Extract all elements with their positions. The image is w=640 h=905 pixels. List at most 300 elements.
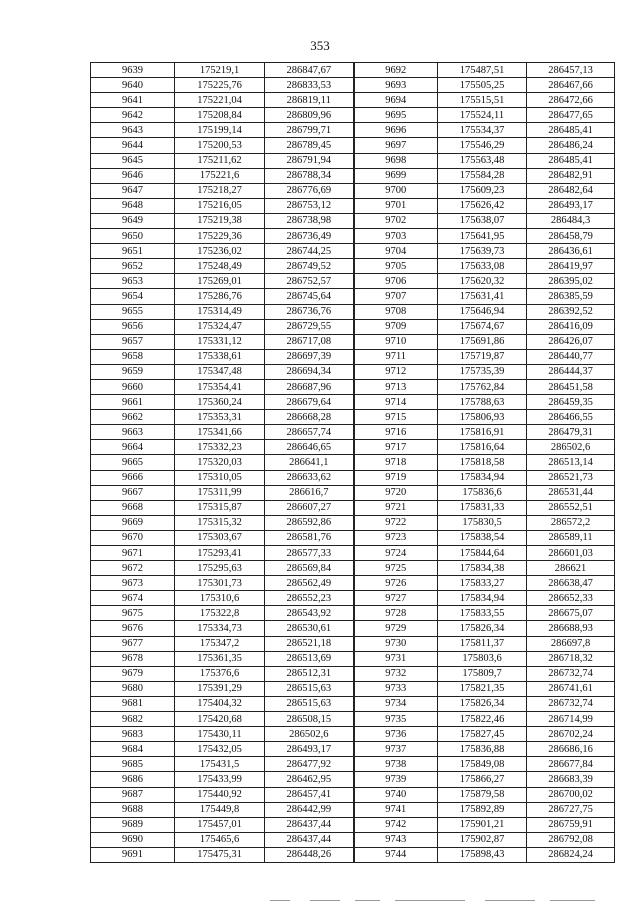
cell-x-coordinate: 175898,43 [438, 847, 527, 862]
coordinates-table [90, 62, 615, 863]
cell-point-id: 9682 [91, 712, 175, 727]
cell-point-id: 9706 [354, 274, 438, 289]
table-row [91, 485, 615, 500]
cell-y-coordinate: 286485,41 [527, 123, 615, 138]
cell-point-id: 9732 [354, 666, 438, 681]
cell-y-coordinate: 286633,62 [265, 470, 354, 485]
cell-x-coordinate: 175631,41 [438, 289, 527, 304]
cell-point-id: 9645 [91, 153, 175, 168]
cell-point-id: 9684 [91, 742, 175, 757]
cell-point-id: 9704 [354, 244, 438, 259]
cell-y-coordinate: 286717,08 [265, 334, 354, 349]
cell-y-coordinate: 286419,97 [527, 259, 615, 274]
cell-point-id: 9724 [354, 546, 438, 561]
cell-y-coordinate: 286749,52 [265, 259, 354, 274]
cell-x-coordinate: 175816,91 [438, 425, 527, 440]
cell-x-coordinate: 175269,01 [175, 274, 265, 289]
cell-point-id: 9653 [91, 274, 175, 289]
cell-x-coordinate: 175901,21 [438, 817, 527, 832]
cell-y-coordinate: 286847,67 [265, 63, 354, 78]
cell-point-id: 9685 [91, 757, 175, 772]
table-row [91, 410, 615, 425]
table-row [91, 515, 615, 530]
cell-x-coordinate: 175432,05 [175, 742, 265, 757]
cell-x-coordinate: 175809,7 [438, 666, 527, 681]
cell-point-id: 9718 [354, 455, 438, 470]
cell-x-coordinate: 175866,27 [438, 772, 527, 787]
cell-y-coordinate: 286607,27 [265, 500, 354, 515]
cell-point-id: 9674 [91, 591, 175, 606]
cell-point-id: 9698 [354, 153, 438, 168]
cell-x-coordinate: 175341,66 [175, 425, 265, 440]
cell-point-id: 9650 [91, 229, 175, 244]
cell-point-id: 9647 [91, 183, 175, 198]
table-row [91, 349, 615, 364]
cell-x-coordinate: 175838,54 [438, 530, 527, 545]
cell-x-coordinate: 175806,93 [438, 410, 527, 425]
table-row [91, 712, 615, 727]
cell-point-id: 9713 [354, 379, 438, 394]
cell-point-id: 9652 [91, 259, 175, 274]
cell-point-id: 9689 [91, 817, 175, 832]
cell-x-coordinate: 175834,38 [438, 561, 527, 576]
table-row [91, 591, 615, 606]
cell-x-coordinate: 175719,87 [438, 349, 527, 364]
cell-y-coordinate: 286462,95 [265, 772, 354, 787]
cell-y-coordinate: 286457,41 [265, 787, 354, 802]
cell-y-coordinate: 286657,74 [265, 425, 354, 440]
table-row [91, 802, 615, 817]
cell-y-coordinate: 286679,64 [265, 395, 354, 410]
table-row [91, 274, 615, 289]
cell-point-id: 9734 [354, 696, 438, 711]
table-row [91, 787, 615, 802]
cell-point-id: 9717 [354, 440, 438, 455]
cell-y-coordinate: 286484,3 [527, 213, 615, 228]
cell-y-coordinate: 286697,39 [265, 349, 354, 364]
cell-x-coordinate: 175811,37 [438, 636, 527, 651]
cell-x-coordinate: 175286,76 [175, 289, 265, 304]
table-row [91, 395, 615, 410]
cell-x-coordinate: 175376,6 [175, 666, 265, 681]
cell-x-coordinate: 175830,5 [438, 515, 527, 530]
cell-point-id: 9735 [354, 712, 438, 727]
cell-y-coordinate: 286467,66 [527, 78, 615, 93]
cell-point-id: 9715 [354, 410, 438, 425]
table-row [91, 153, 615, 168]
cell-point-id: 9709 [354, 319, 438, 334]
cell-x-coordinate: 175361,35 [175, 651, 265, 666]
cell-point-id: 9742 [354, 817, 438, 832]
cell-point-id: 9738 [354, 757, 438, 772]
cell-y-coordinate: 286759,91 [527, 817, 615, 832]
cell-point-id: 9686 [91, 772, 175, 787]
cell-point-id: 9658 [91, 349, 175, 364]
cell-y-coordinate: 286675,07 [527, 606, 615, 621]
cell-x-coordinate: 175420,68 [175, 712, 265, 727]
cell-x-coordinate: 175834,94 [438, 470, 527, 485]
table-row [91, 606, 615, 621]
cell-x-coordinate: 175303,67 [175, 530, 265, 545]
cell-point-id: 9720 [354, 485, 438, 500]
table-row [91, 576, 615, 591]
cell-point-id: 9712 [354, 364, 438, 379]
cell-point-id: 9646 [91, 168, 175, 183]
cell-y-coordinate: 286702,24 [527, 727, 615, 742]
cell-x-coordinate: 175320,03 [175, 455, 265, 470]
cell-x-coordinate: 175762,84 [438, 379, 527, 394]
cell-x-coordinate: 175475,31 [175, 847, 265, 862]
cell-x-coordinate: 175311,99 [175, 485, 265, 500]
cell-x-coordinate: 175324,47 [175, 319, 265, 334]
table-row [91, 78, 615, 93]
cell-y-coordinate: 286683,39 [527, 772, 615, 787]
cell-y-coordinate: 286577,33 [265, 546, 354, 561]
cell-y-coordinate: 286513,69 [265, 651, 354, 666]
cell-point-id: 9688 [91, 802, 175, 817]
table-row [91, 727, 615, 742]
cell-point-id: 9719 [354, 470, 438, 485]
cell-x-coordinate: 175338,61 [175, 349, 265, 364]
cell-point-id: 9710 [354, 334, 438, 349]
cell-point-id: 9737 [354, 742, 438, 757]
cell-point-id: 9692 [354, 63, 438, 78]
cell-point-id: 9722 [354, 515, 438, 530]
cell-y-coordinate: 286508,15 [265, 712, 354, 727]
cell-y-coordinate: 286776,69 [265, 183, 354, 198]
cell-x-coordinate: 175465,6 [175, 832, 265, 847]
cell-point-id: 9730 [354, 636, 438, 651]
table-row [91, 108, 615, 123]
cell-point-id: 9649 [91, 213, 175, 228]
table-row [91, 304, 615, 319]
table-row [91, 681, 615, 696]
cell-y-coordinate: 286792,08 [527, 832, 615, 847]
cell-point-id: 9660 [91, 379, 175, 394]
cell-x-coordinate: 175892,89 [438, 802, 527, 817]
table-row [91, 561, 615, 576]
table-row [91, 183, 615, 198]
cell-x-coordinate: 175331,12 [175, 334, 265, 349]
cell-x-coordinate: 175836,88 [438, 742, 527, 757]
cell-y-coordinate: 286437,44 [265, 832, 354, 847]
cell-y-coordinate: 286621 [527, 561, 615, 576]
cell-point-id: 9701 [354, 198, 438, 213]
cell-x-coordinate: 175626,42 [438, 198, 527, 213]
cell-point-id: 9670 [91, 530, 175, 545]
page-number: 353 [310, 38, 330, 53]
cell-y-coordinate: 286736,76 [265, 304, 354, 319]
table-row [91, 455, 615, 470]
cell-y-coordinate: 286694,34 [265, 364, 354, 379]
cell-x-coordinate: 175248,49 [175, 259, 265, 274]
cell-y-coordinate: 286562,49 [265, 576, 354, 591]
cell-y-coordinate: 286729,55 [265, 319, 354, 334]
cell-y-coordinate: 286616,7 [265, 485, 354, 500]
cell-x-coordinate: 175360,24 [175, 395, 265, 410]
cell-x-coordinate: 175200,53 [175, 138, 265, 153]
cell-y-coordinate: 286732,74 [527, 696, 615, 711]
cell-y-coordinate: 286395,02 [527, 274, 615, 289]
cell-x-coordinate: 175524,11 [438, 108, 527, 123]
cell-point-id: 9736 [354, 727, 438, 742]
table-row [91, 832, 615, 847]
table-row [91, 334, 615, 349]
cell-y-coordinate: 286646,65 [265, 440, 354, 455]
cell-y-coordinate: 286727,75 [527, 802, 615, 817]
cell-point-id: 9676 [91, 621, 175, 636]
cell-point-id: 9657 [91, 334, 175, 349]
cell-y-coordinate: 286530,61 [265, 621, 354, 636]
cell-y-coordinate: 286738,98 [265, 213, 354, 228]
cell-point-id: 9702 [354, 213, 438, 228]
cell-y-coordinate: 286753,12 [265, 198, 354, 213]
cell-x-coordinate: 175430,11 [175, 727, 265, 742]
table-row [91, 168, 615, 183]
cell-point-id: 9694 [354, 93, 438, 108]
cell-point-id: 9655 [91, 304, 175, 319]
cell-point-id: 9693 [354, 78, 438, 93]
cell-y-coordinate: 286687,96 [265, 379, 354, 394]
cell-y-coordinate: 286833,53 [265, 78, 354, 93]
cell-x-coordinate: 175433,99 [175, 772, 265, 787]
cell-x-coordinate: 175691,86 [438, 334, 527, 349]
cell-x-coordinate: 175849,08 [438, 757, 527, 772]
cell-point-id: 9654 [91, 289, 175, 304]
cell-y-coordinate: 286714,99 [527, 712, 615, 727]
cell-x-coordinate: 175391,29 [175, 681, 265, 696]
table-row [91, 93, 615, 108]
cell-y-coordinate: 286426,07 [527, 334, 615, 349]
cell-y-coordinate: 286477,65 [527, 108, 615, 123]
cell-x-coordinate: 175826,34 [438, 621, 527, 636]
cell-y-coordinate: 286416,09 [527, 319, 615, 334]
table-row [91, 138, 615, 153]
table-row [91, 772, 615, 787]
cell-point-id: 9716 [354, 425, 438, 440]
cell-y-coordinate: 286543,92 [265, 606, 354, 621]
cell-x-coordinate: 175674,67 [438, 319, 527, 334]
cell-x-coordinate: 175449,8 [175, 802, 265, 817]
cell-point-id: 9640 [91, 78, 175, 93]
table-row [91, 636, 615, 651]
cell-y-coordinate: 286745,64 [265, 289, 354, 304]
cell-x-coordinate: 175332,23 [175, 440, 265, 455]
table-row [91, 666, 615, 681]
cell-x-coordinate: 175208,84 [175, 108, 265, 123]
cell-point-id: 9743 [354, 832, 438, 847]
cell-point-id: 9666 [91, 470, 175, 485]
cell-x-coordinate: 175229,36 [175, 229, 265, 244]
cell-x-coordinate: 175827,45 [438, 727, 527, 742]
cell-y-coordinate: 286700,02 [527, 787, 615, 802]
cell-y-coordinate: 286385,59 [527, 289, 615, 304]
cell-x-coordinate: 175833,55 [438, 606, 527, 621]
cell-y-coordinate: 286531,44 [527, 485, 615, 500]
cell-y-coordinate: 286521,18 [265, 636, 354, 651]
cell-point-id: 9677 [91, 636, 175, 651]
cell-x-coordinate: 175225,76 [175, 78, 265, 93]
cell-y-coordinate: 286552,51 [527, 500, 615, 515]
cell-x-coordinate: 175836,6 [438, 485, 527, 500]
cell-point-id: 9648 [91, 198, 175, 213]
cell-x-coordinate: 175609,23 [438, 183, 527, 198]
cell-x-coordinate: 175315,87 [175, 500, 265, 515]
cell-point-id: 9691 [91, 847, 175, 862]
cell-x-coordinate: 175322,8 [175, 606, 265, 621]
cell-y-coordinate: 286513,14 [527, 455, 615, 470]
cell-x-coordinate: 175818,58 [438, 455, 527, 470]
cell-point-id: 9711 [354, 349, 438, 364]
cell-point-id: 9744 [354, 847, 438, 862]
cell-point-id: 9656 [91, 319, 175, 334]
cell-x-coordinate: 175646,94 [438, 304, 527, 319]
cell-point-id: 9667 [91, 485, 175, 500]
cell-y-coordinate: 286601,03 [527, 546, 615, 561]
cell-point-id: 9725 [354, 561, 438, 576]
cell-point-id: 9669 [91, 515, 175, 530]
cell-point-id: 9672 [91, 561, 175, 576]
cell-x-coordinate: 175584,28 [438, 168, 527, 183]
cell-y-coordinate: 286736,49 [265, 229, 354, 244]
cell-point-id: 9664 [91, 440, 175, 455]
cell-x-coordinate: 175639,73 [438, 244, 527, 259]
cell-x-coordinate: 175440,92 [175, 787, 265, 802]
cell-y-coordinate: 286732,74 [527, 666, 615, 681]
cell-x-coordinate: 175218,27 [175, 183, 265, 198]
cell-point-id: 9714 [354, 395, 438, 410]
table-row [91, 425, 615, 440]
table-row [91, 530, 615, 545]
table-row [91, 259, 615, 274]
cell-y-coordinate: 286824,24 [527, 847, 615, 862]
cell-point-id: 9659 [91, 364, 175, 379]
cell-point-id: 9665 [91, 455, 175, 470]
table-row [91, 379, 615, 394]
cell-x-coordinate: 175620,32 [438, 274, 527, 289]
cell-point-id: 9695 [354, 108, 438, 123]
cell-y-coordinate: 286479,31 [527, 425, 615, 440]
cell-x-coordinate: 175487,51 [438, 63, 527, 78]
cell-y-coordinate: 286789,45 [265, 138, 354, 153]
cell-x-coordinate: 175831,33 [438, 500, 527, 515]
cell-y-coordinate: 286437,44 [265, 817, 354, 832]
cell-y-coordinate: 286515,63 [265, 696, 354, 711]
table-row [91, 546, 615, 561]
cell-point-id: 9687 [91, 787, 175, 802]
cell-x-coordinate: 175833,27 [438, 576, 527, 591]
cell-y-coordinate: 286791,94 [265, 153, 354, 168]
cell-y-coordinate: 286392,52 [527, 304, 615, 319]
cell-y-coordinate: 286809,96 [265, 108, 354, 123]
cell-x-coordinate: 175334,73 [175, 621, 265, 636]
cell-x-coordinate: 175219,1 [175, 63, 265, 78]
cell-x-coordinate: 175315,32 [175, 515, 265, 530]
cell-y-coordinate: 286652,33 [527, 591, 615, 606]
cell-y-coordinate: 286485,41 [527, 153, 615, 168]
cell-x-coordinate: 175735,39 [438, 364, 527, 379]
cell-y-coordinate: 286502,6 [527, 440, 615, 455]
table-row [91, 198, 615, 213]
cell-x-coordinate: 175546,29 [438, 138, 527, 153]
table-row [91, 500, 615, 515]
cell-point-id: 9679 [91, 666, 175, 681]
cell-x-coordinate: 175211,62 [175, 153, 265, 168]
cell-point-id: 9741 [354, 802, 438, 817]
cell-y-coordinate: 286581,76 [265, 530, 354, 545]
cell-y-coordinate: 286472,66 [527, 93, 615, 108]
cell-x-coordinate: 175534,37 [438, 123, 527, 138]
cell-y-coordinate: 286457,13 [527, 63, 615, 78]
cell-y-coordinate: 286448,26 [265, 847, 354, 862]
cell-y-coordinate: 286482,64 [527, 183, 615, 198]
cell-y-coordinate: 286741,61 [527, 681, 615, 696]
cell-point-id: 9642 [91, 108, 175, 123]
cell-x-coordinate: 175219,38 [175, 213, 265, 228]
cell-x-coordinate: 175902,87 [438, 832, 527, 847]
footer-rule [270, 900, 600, 903]
cell-point-id: 9662 [91, 410, 175, 425]
cell-y-coordinate: 286436,61 [527, 244, 615, 259]
table-row [91, 817, 615, 832]
table-row [91, 213, 615, 228]
cell-y-coordinate: 286788,34 [265, 168, 354, 183]
cell-x-coordinate: 175633,08 [438, 259, 527, 274]
table-row [91, 651, 615, 666]
cell-y-coordinate: 286718,32 [527, 651, 615, 666]
cell-point-id: 9696 [354, 123, 438, 138]
cell-y-coordinate: 286458,79 [527, 229, 615, 244]
cell-x-coordinate: 175295,63 [175, 561, 265, 576]
cell-point-id: 9723 [354, 530, 438, 545]
cell-y-coordinate: 286466,55 [527, 410, 615, 425]
cell-point-id: 9683 [91, 727, 175, 742]
cell-point-id: 9726 [354, 576, 438, 591]
cell-y-coordinate: 286515,63 [265, 681, 354, 696]
cell-x-coordinate: 175314,49 [175, 304, 265, 319]
cell-y-coordinate: 286512,31 [265, 666, 354, 681]
cell-y-coordinate: 286521,73 [527, 470, 615, 485]
cell-point-id: 9641 [91, 93, 175, 108]
cell-y-coordinate: 286482,91 [527, 168, 615, 183]
cell-x-coordinate: 175216,05 [175, 198, 265, 213]
cell-point-id: 9671 [91, 546, 175, 561]
cell-y-coordinate: 286477,92 [265, 757, 354, 772]
cell-x-coordinate: 175221,04 [175, 93, 265, 108]
cell-y-coordinate: 286486,24 [527, 138, 615, 153]
cell-point-id: 9707 [354, 289, 438, 304]
table-row [91, 289, 615, 304]
cell-point-id: 9678 [91, 651, 175, 666]
table-row [91, 123, 615, 138]
table-row [91, 364, 615, 379]
cell-y-coordinate: 286493,17 [527, 198, 615, 213]
cell-y-coordinate: 286686,16 [527, 742, 615, 757]
table-row [91, 244, 615, 259]
table-row [91, 319, 615, 334]
cell-point-id: 9727 [354, 591, 438, 606]
table-row [91, 696, 615, 711]
table-row [91, 757, 615, 772]
cell-point-id: 9728 [354, 606, 438, 621]
cell-point-id: 9690 [91, 832, 175, 847]
cell-x-coordinate: 175515,51 [438, 93, 527, 108]
cell-point-id: 9729 [354, 621, 438, 636]
cell-point-id: 9663 [91, 425, 175, 440]
cell-point-id: 9721 [354, 500, 438, 515]
cell-x-coordinate: 175236,02 [175, 244, 265, 259]
cell-y-coordinate: 286819,11 [265, 93, 354, 108]
